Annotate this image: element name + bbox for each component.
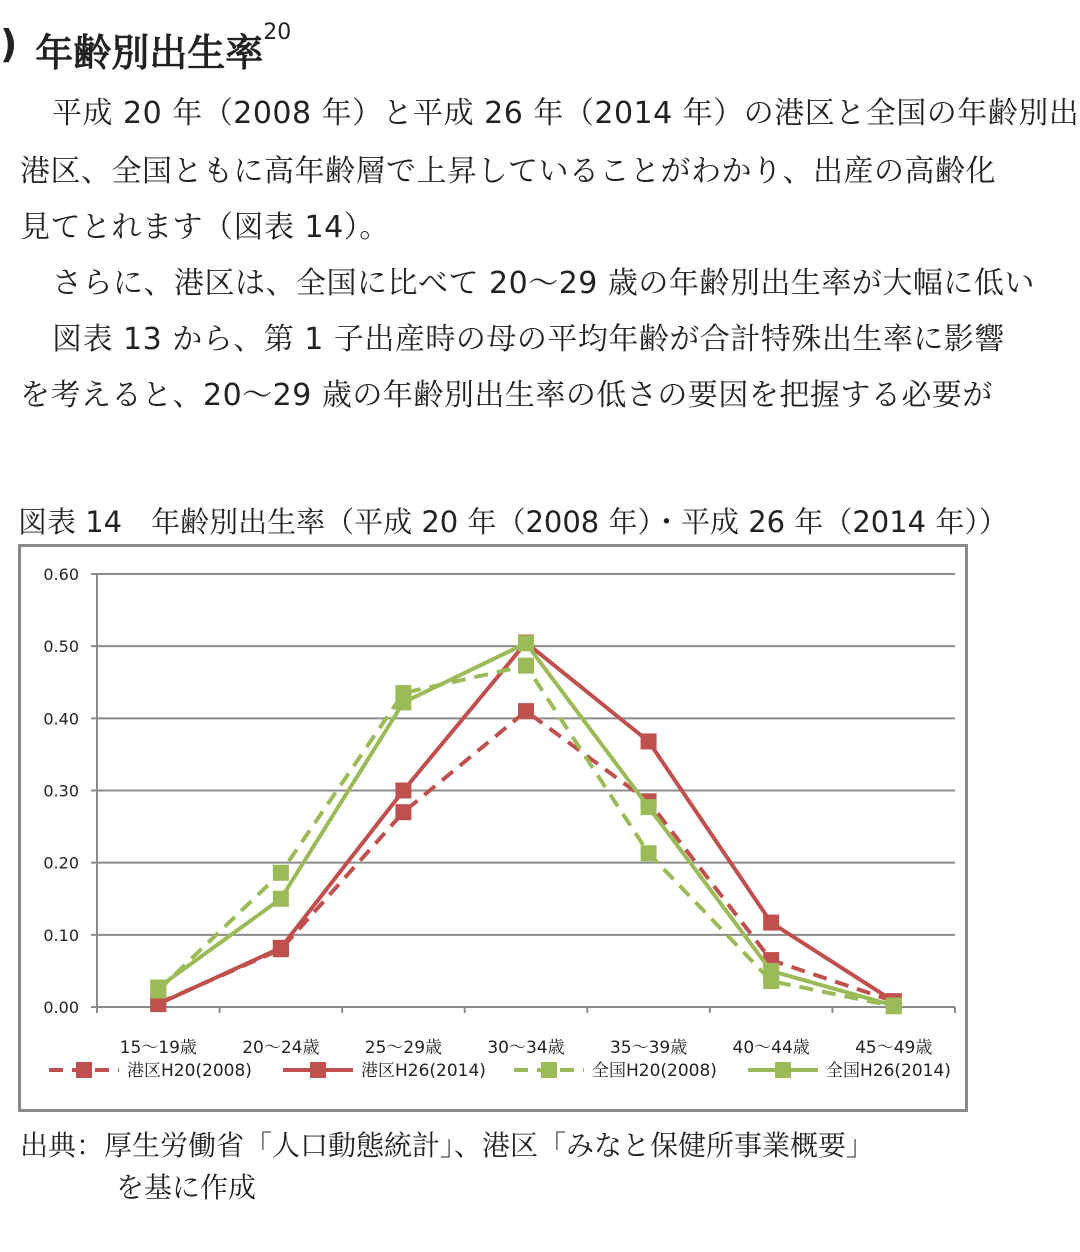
paragraph-line-2: 港区、全国ともに高年齢層で上昇していることがわかり、出産の高齢化 <box>20 154 996 189</box>
x-tick-label: 15～19歳 <box>119 1038 197 1058</box>
data-point <box>273 891 289 907</box>
series-line <box>158 643 893 1005</box>
section-title: 年齢別出生率 <box>35 31 264 75</box>
legend-label: 全国H20(2008) <box>592 1061 717 1081</box>
legend-marker <box>541 1062 557 1078</box>
source-line-1: 出典：厚生労働省「人口動態統計」、港区「みなと保健所事業概要」 <box>20 1129 875 1162</box>
legend-label: 港区H26(2014) <box>361 1061 486 1081</box>
y-tick-label: 0.50 <box>43 637 79 657</box>
data-point <box>395 804 411 820</box>
data-point <box>518 635 534 651</box>
y-tick-label: 0.30 <box>43 781 79 801</box>
data-point <box>886 998 902 1014</box>
y-tick-label: 0.60 <box>43 565 79 584</box>
data-point <box>273 865 289 881</box>
section-marker: ) <box>0 22 18 66</box>
legend-marker <box>310 1062 326 1078</box>
series-line <box>158 643 893 1005</box>
series-line <box>158 711 893 1003</box>
data-point <box>763 963 779 979</box>
data-point <box>150 996 166 1012</box>
section-heading <box>0 22 291 77</box>
data-point <box>395 783 411 799</box>
paragraph-line-6: を考えると、20～29 歳の年齢別出生率の低さの要因を把握する必要が <box>20 378 993 413</box>
legend-marker <box>76 1062 92 1078</box>
paragraph-line-4: さらに、港区は、全国に比べて 20～29 歳の年齢別出生率が大幅に低い <box>52 266 1035 301</box>
chart-frame <box>18 544 968 1112</box>
y-tick-label: 0.00 <box>43 998 79 1017</box>
y-tick-label: 0.40 <box>43 709 79 729</box>
paragraph-line-1: 平成 20 年（2008 年）と平成 26 年（2014 年）の港区と全国の年齢別出 <box>52 96 1080 131</box>
footnote-ref: 20 <box>263 20 292 45</box>
source-line-2: を基に作成 <box>116 1171 257 1204</box>
y-tick-label: 0.10 <box>43 925 79 945</box>
data-point <box>641 733 657 749</box>
data-point <box>641 845 657 861</box>
paragraph-line-5: 図表 13 から、第 1 子出産時の母の平均年齢が合計特殊出生率に影響 <box>52 322 1005 357</box>
data-point <box>150 980 166 996</box>
data-point <box>395 694 411 710</box>
legend-label: 港区H20(2008) <box>127 1061 252 1081</box>
x-tick-label: 25～29歳 <box>364 1038 443 1058</box>
legend-label: 全国H26(2014) <box>826 1061 951 1081</box>
data-point <box>273 940 289 956</box>
data-point <box>641 799 657 815</box>
figure-title: 図表 14 年齢別出生率（平成 20 年（2008 年）・平成 26 年（2014 年）） <box>18 505 1008 539</box>
line-chart <box>21 547 965 1109</box>
x-tick-label: 30～34歳 <box>487 1038 565 1058</box>
paragraph-line-3: 見てとれます（図表 14）。 <box>20 210 390 245</box>
x-tick-label: 45～49歳 <box>855 1038 933 1058</box>
x-tick-label: 20～24歳 <box>242 1038 320 1058</box>
x-tick-label: 35～39歳 <box>609 1038 688 1058</box>
legend-marker <box>775 1062 791 1078</box>
data-point <box>763 915 779 931</box>
y-tick-label: 0.20 <box>43 853 79 873</box>
x-tick-label: 40～44歳 <box>732 1038 810 1058</box>
data-point <box>518 703 534 719</box>
data-point <box>518 658 534 674</box>
